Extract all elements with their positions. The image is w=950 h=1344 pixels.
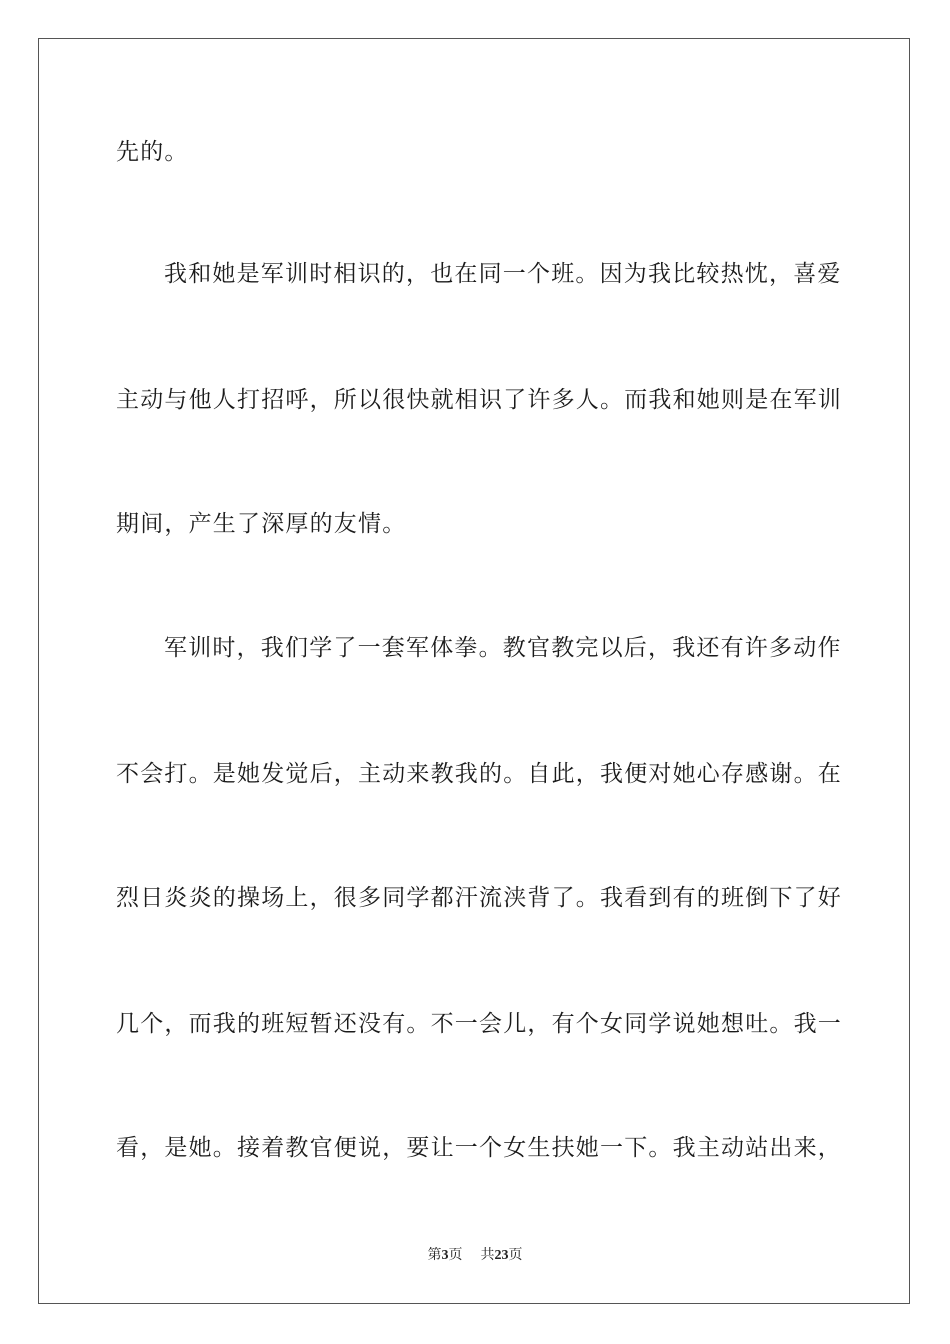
text-line: 不会打。是她发觉后，主动来教我的。自此，我便对她心存感谢。在 bbox=[116, 761, 842, 787]
page-border bbox=[38, 38, 910, 1304]
text-line: 先的。 bbox=[116, 139, 189, 165]
page-footer bbox=[0, 1246, 950, 1266]
total-pages-label: 共23页 bbox=[480, 1248, 523, 1263]
text-line: 我和她是军训时相识的，也在同一个班。因为我比较热忱，喜爱 bbox=[164, 261, 842, 287]
text-line: 期间，产生了深厚的友情。 bbox=[116, 511, 407, 537]
page-number-label: 第3页 bbox=[427, 1248, 463, 1263]
text-line: 几个，而我的班短暂还没有。不一会儿，有个女同学说她想吐。我一 bbox=[116, 1011, 842, 1037]
text-line: 军训时，我们学了一套军体拳。教官教完以后，我还有许多动作 bbox=[164, 635, 842, 661]
text-line: 看，是她。接着教官便说，要让一个女生扶她一下。我主动站出来， bbox=[116, 1135, 842, 1161]
text-line: 烈日炎炎的操场上，很多同学都汗流浃背了。我看到有的班倒下了好 bbox=[116, 885, 842, 911]
text-line: 主动与他人打招呼，所以很快就相识了许多人。而我和她则是在军训 bbox=[116, 387, 842, 413]
